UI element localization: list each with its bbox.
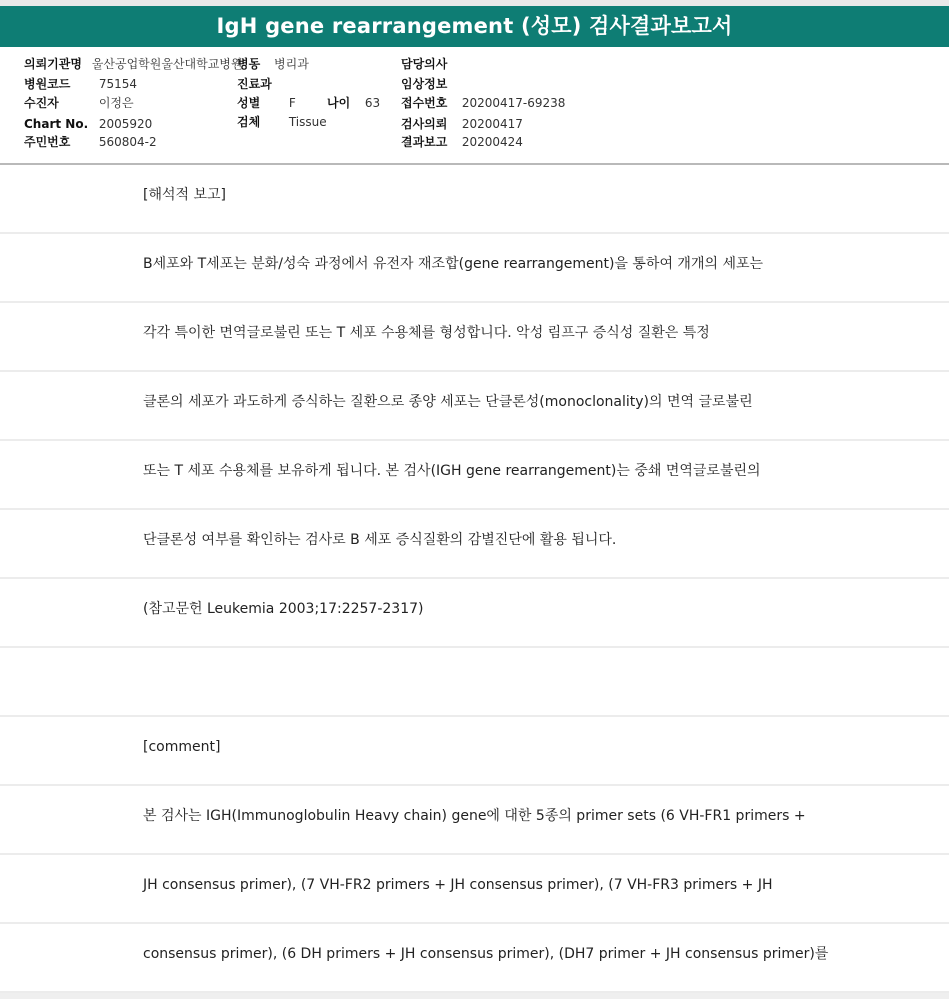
ward-value: 병리과 xyxy=(274,57,309,71)
report-line xyxy=(0,717,949,786)
report-line xyxy=(0,855,949,924)
hospital-code-field xyxy=(24,76,137,92)
patient-value: 이정은 xyxy=(98,96,134,110)
report-line xyxy=(0,372,949,441)
report-date-label: 결과보고 xyxy=(401,135,448,149)
report-line-text: [해석적 보고] xyxy=(143,187,226,203)
report-date-field xyxy=(401,134,523,150)
report-line-text: (참고문헌 Leukemia 2003;17:2257-2317) xyxy=(143,601,424,617)
report-line xyxy=(0,510,949,579)
institution-field xyxy=(24,56,243,72)
clinical-info-field xyxy=(401,76,451,92)
request-date-label: 검사의뢰 xyxy=(401,117,448,131)
report-line xyxy=(0,165,949,234)
report-line-text: JH consensus primer), (7 VH-FR2 primers + JH consensus primer), (7 VH-FR3 primers + JH xyxy=(143,877,773,893)
age-value: 63 xyxy=(364,96,381,110)
chart-no-field xyxy=(24,116,152,132)
physician-label: 담당의사 xyxy=(401,57,448,71)
sex-value: F xyxy=(288,96,296,110)
chart-no-value: 2005920 xyxy=(98,117,153,131)
request-date-field xyxy=(401,116,523,132)
ward-field xyxy=(237,56,309,72)
hospital-code-label: 병원코드 xyxy=(24,77,71,91)
report-line-text: 본 검사는 IGH(Immunoglobulin Heavy chain) gene에 대한 5종의 primer sets (6 VH-FR1 primers + xyxy=(143,808,806,824)
report-line xyxy=(0,579,949,648)
patient-field xyxy=(24,95,134,111)
report-line-text: [comment] xyxy=(143,739,221,755)
report-line-text: 또는 T 세포 수용체를 보유하게 됩니다. 본 검사(IGH gene rearrangement)는 중쇄 면역글로불린의 xyxy=(143,463,761,479)
specimen-field xyxy=(237,114,327,130)
report-line-text: 단클론성 여부를 확인하는 검사로 B 세포 증식질환의 감별진단에 활용 됩니다. xyxy=(143,532,617,548)
specimen-value: Tissue xyxy=(288,115,327,129)
hospital-code-value: 75154 xyxy=(98,77,138,91)
clinical-info-label: 임상정보 xyxy=(401,77,448,91)
physician-field xyxy=(401,56,451,72)
report-line xyxy=(0,786,949,855)
sex-label: 성별 xyxy=(237,96,261,110)
report-line-text: B세포와 T세포는 분화/성숙 과정에서 유전자 재조합(gene rearrangement)을 통하여 개개의 세포는 xyxy=(143,256,764,272)
report-line xyxy=(0,924,949,993)
institution-label: 의뢰기관명 xyxy=(24,57,82,71)
report-line-text: 클론의 세포가 과도하게 증식하는 질환으로 종양 세포는 단클론성(monoclonality)의 면역 글로불린 xyxy=(143,394,753,410)
resident-no-label: 주민번호 xyxy=(24,135,71,149)
receipt-no-label: 접수번호 xyxy=(401,96,448,110)
patient-info-panel xyxy=(0,47,949,165)
age-label: 나이 xyxy=(327,96,351,110)
report-line xyxy=(0,303,949,372)
report-line-text: consensus primer), (6 DH primers + JH consensus primer), (DH7 primer + JH consensus primer)를 xyxy=(143,946,829,962)
report-line xyxy=(0,441,949,510)
age-field xyxy=(327,95,380,111)
request-date-value: 20200417 xyxy=(461,117,523,131)
report-date-value: 20200424 xyxy=(461,135,523,149)
department-label: 진료과 xyxy=(237,77,272,91)
ward-label: 병동 xyxy=(237,57,261,71)
department-field xyxy=(237,76,276,92)
patient-label: 수진자 xyxy=(24,96,59,110)
institution-value: 울산공업학원울산대학교병원 xyxy=(91,57,243,71)
receipt-no-field xyxy=(401,95,565,111)
resident-no-field xyxy=(24,134,157,150)
report-title: IgH gene rearrangement (성모) 검사결과보고서 xyxy=(0,6,949,47)
sex-field xyxy=(237,95,296,111)
report-body xyxy=(0,165,949,993)
receipt-no-value: 20200417-69238 xyxy=(461,96,566,110)
specimen-label: 검체 xyxy=(237,115,261,129)
report-line xyxy=(0,648,949,717)
report-line xyxy=(0,234,949,303)
report-line-text: 각각 특이한 면역글로불린 또는 T 세포 수용체를 형성합니다. 악성 림프구 증식성 질환은 특정 xyxy=(143,325,710,341)
chart-no-label: Chart No. xyxy=(24,117,89,131)
resident-no-value: 560804-2 xyxy=(98,135,157,149)
